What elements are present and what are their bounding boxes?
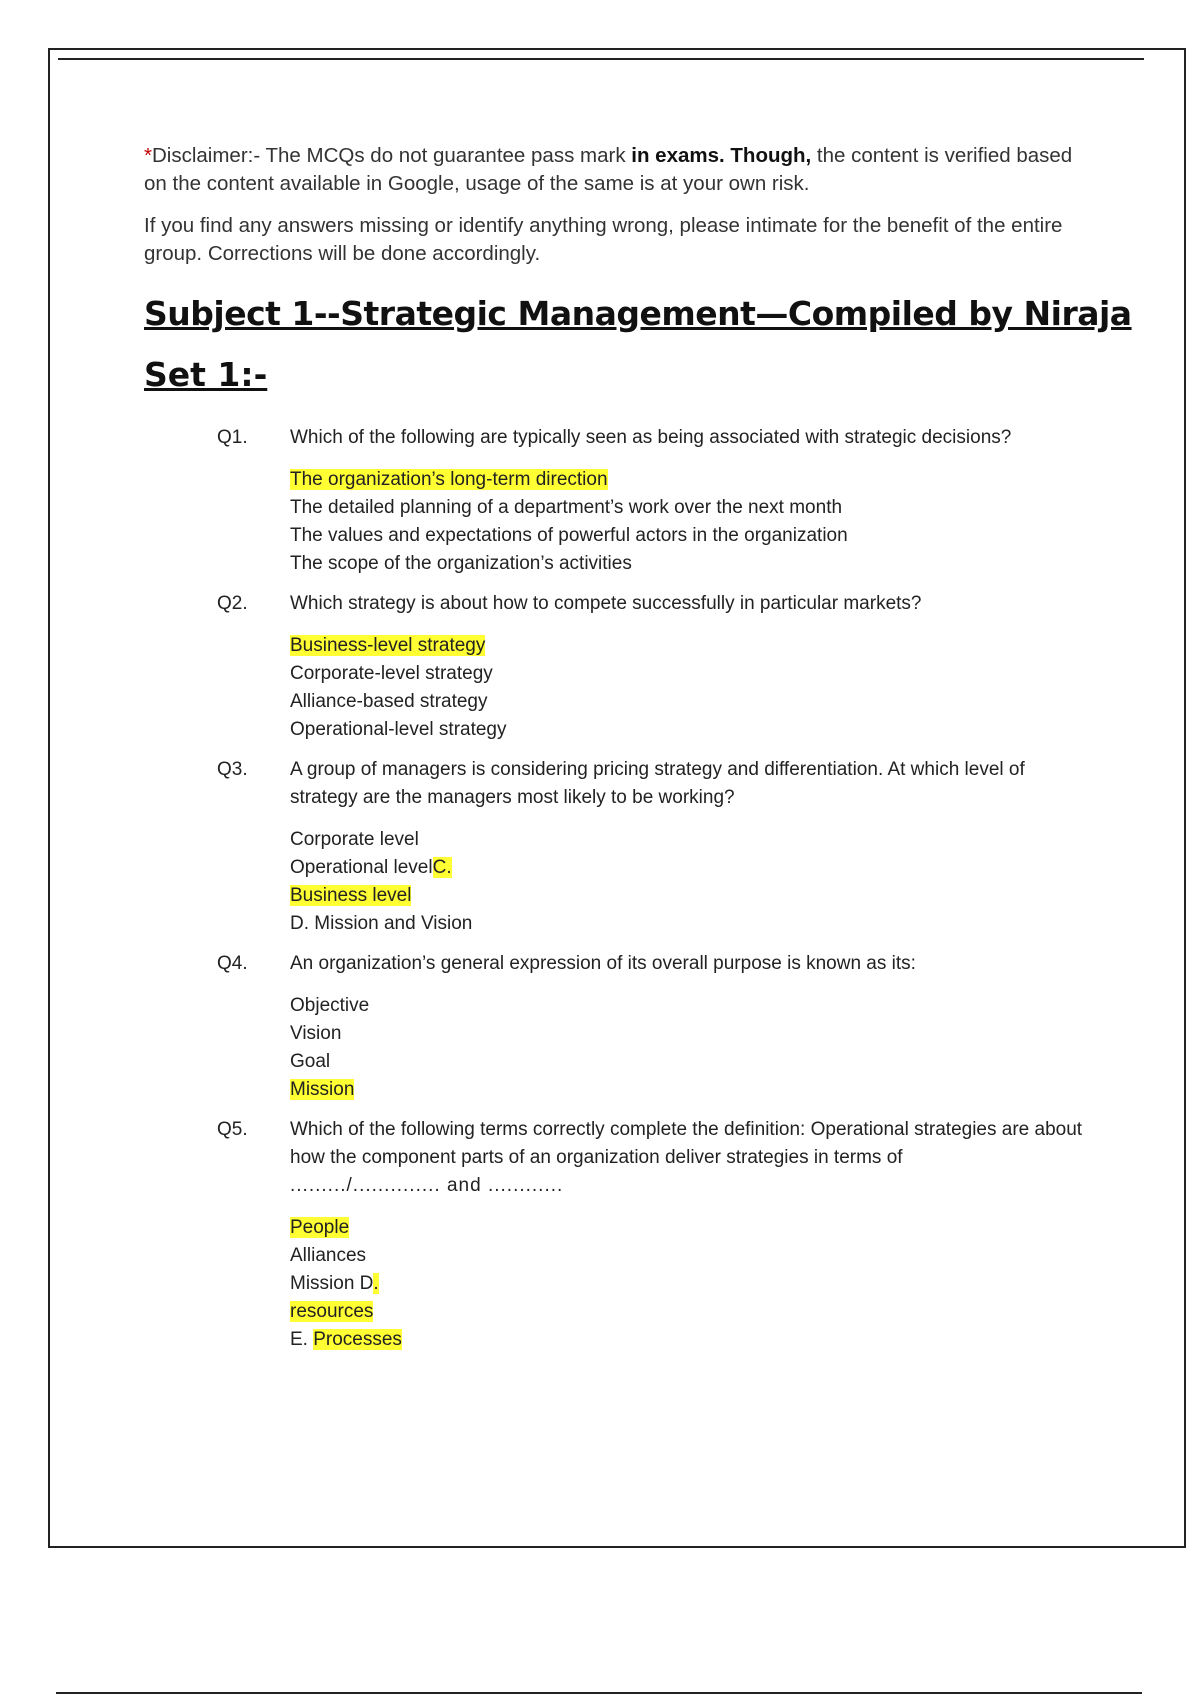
answer-option: Objective xyxy=(290,995,370,1016)
question-body xyxy=(290,950,1084,1104)
highlighted-answer: Business level xyxy=(290,885,412,906)
question-1 xyxy=(144,424,1084,578)
disclaimer-text-2: the content is verified based on the content available in Google, usage of the same is at your own risk. xyxy=(144,144,1073,195)
question-3 xyxy=(144,756,1084,938)
answer-option xyxy=(290,1326,1084,1354)
question-number: Q4. xyxy=(217,953,248,974)
answer-option xyxy=(290,632,1084,660)
document-body xyxy=(144,142,1132,1366)
highlighted-answer: The organization’s long-term direction xyxy=(290,469,608,490)
disclaimer-paragraph xyxy=(144,142,1084,198)
option-prefix: E. xyxy=(290,1329,314,1350)
option-text: Operational level xyxy=(290,857,433,878)
question-number: Q1. xyxy=(217,427,248,448)
question-body xyxy=(290,1116,1084,1354)
highlighted-answer: resources xyxy=(290,1301,374,1322)
question-body xyxy=(290,756,1084,938)
answer-option xyxy=(290,1270,1084,1298)
next-page-rule xyxy=(56,1692,1142,1694)
answer-option: Operational-level strategy xyxy=(290,719,507,740)
answer-option xyxy=(290,1076,1084,1104)
highlighted-fragment: . xyxy=(373,1273,379,1294)
question-2 xyxy=(144,590,1084,744)
answer-option xyxy=(290,466,1084,494)
answer-option xyxy=(290,854,1084,882)
disclaimer-bold: in exams. Though, xyxy=(631,144,812,167)
corrections-paragraph: If you find any answers missing or identify anything wrong, please intimate for the benefit of the entire group. Corrections will be done accordingly. xyxy=(144,214,1063,265)
question-text: Which of the following are typically seen as being associated with strategic decisions? xyxy=(290,427,1012,448)
answer-option: The scope of the organization’s activities xyxy=(290,553,632,574)
subject-title: Subject 1--Strategic Management—Compiled by Niraja xyxy=(144,294,1132,333)
option-text: Mission D xyxy=(290,1273,374,1294)
answer-option xyxy=(290,882,1084,910)
question-number: Q5. xyxy=(217,1119,248,1140)
question-text: A group of managers is considering pricing strategy and differentiation. At which level of strategy are the managers most likely to be working? xyxy=(290,759,1025,808)
answer-option xyxy=(290,1214,1084,1242)
answer-option: Corporate level xyxy=(290,829,419,850)
disclaimer-text-1: Disclaimer:- The MCQs do not guarantee pass mark xyxy=(151,144,632,167)
answer-option: Corporate-level strategy xyxy=(290,663,493,684)
question-number: Q3. xyxy=(217,759,248,780)
question-number: Q2. xyxy=(217,593,248,614)
disclaimer-star: * xyxy=(144,144,152,167)
answer-option xyxy=(290,1298,1084,1326)
question-body xyxy=(290,424,1084,578)
answer-option: The detailed planning of a department’s work over the next month xyxy=(290,497,843,518)
answer-option: Alliances xyxy=(290,1245,367,1266)
answer-option: Alliance-based strategy xyxy=(290,691,488,712)
highlighted-fragment: C. xyxy=(432,857,452,878)
answer-option: D. Mission and Vision xyxy=(290,913,473,934)
set-title: Set 1:- xyxy=(144,355,268,394)
answer-option: Goal xyxy=(290,1051,331,1072)
highlighted-answer: Business-level strategy xyxy=(290,635,486,656)
question-4 xyxy=(144,950,1084,1104)
answer-option: The values and expectations of powerful actors in the organization xyxy=(290,525,848,546)
question-text: Which strategy is about how to compete successfully in particular markets? xyxy=(290,593,922,614)
question-body xyxy=(290,590,1084,744)
question-text: Which of the following terms correctly complete the definition: Operational strategies are about how the component parts of an organization deliver strategies in terms of xyxy=(290,1119,1083,1168)
answer-option: Vision xyxy=(290,1023,342,1044)
highlighted-answer: Processes xyxy=(313,1329,402,1350)
fill-in-blank: ........./.............. and ............ xyxy=(290,1175,564,1196)
highlighted-answer: People xyxy=(290,1217,350,1238)
top-rule xyxy=(58,58,1144,60)
highlighted-answer: Mission xyxy=(290,1079,355,1100)
question-list xyxy=(144,424,1084,1354)
question-5 xyxy=(144,1116,1084,1354)
question-text: An organization’s general expression of its overall purpose is known as its: xyxy=(290,953,916,974)
